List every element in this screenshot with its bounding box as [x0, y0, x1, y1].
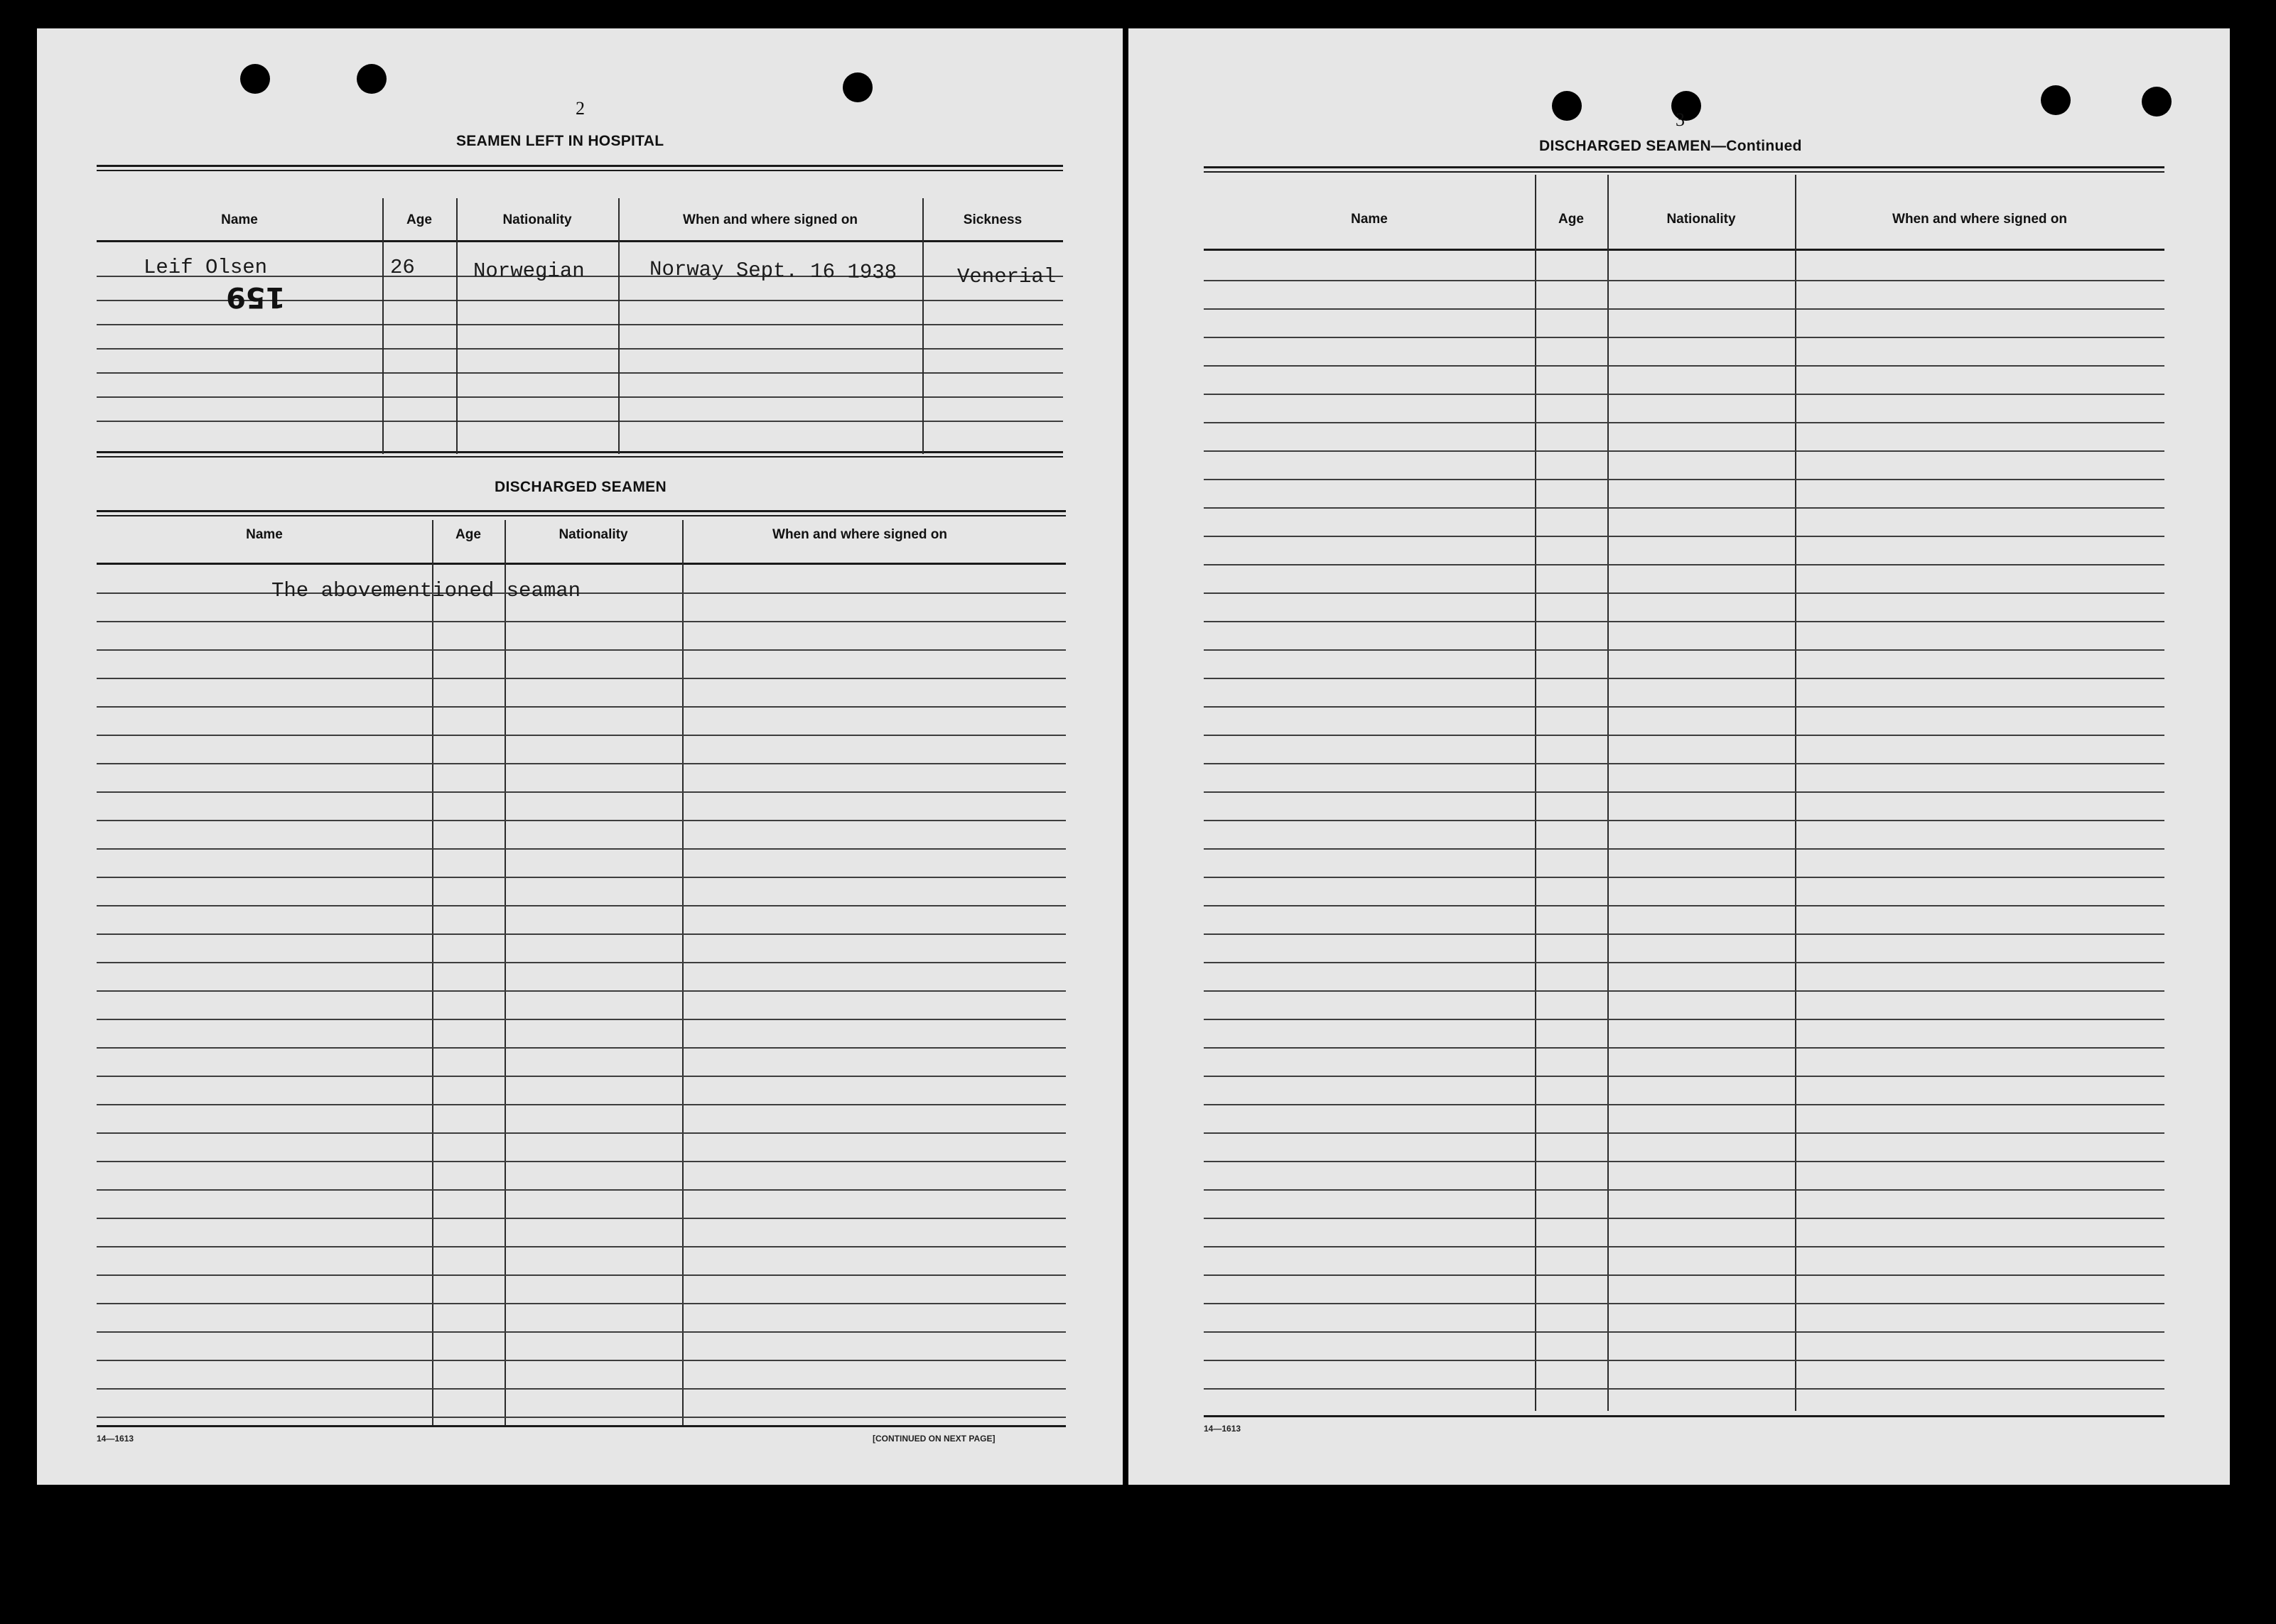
row-rule — [1204, 1388, 2164, 1390]
right-page — [1128, 28, 2230, 1485]
row-rule — [97, 592, 1066, 594]
row-rule — [1204, 905, 2164, 906]
row-rule — [1204, 848, 2164, 850]
row-rule — [1204, 820, 2164, 821]
column-header-signed-on: When and where signed on — [1892, 212, 2067, 227]
row-rule — [97, 1388, 1066, 1390]
page-spine — [1123, 28, 1128, 1485]
row-rule — [97, 990, 1066, 992]
row-rule — [1204, 1132, 2164, 1134]
column-header-nationality: Nationality — [1666, 212, 1736, 227]
discharged-continued-table — [1204, 166, 2164, 1424]
row-rule — [1204, 337, 2164, 338]
row-rule — [97, 1019, 1066, 1020]
row-rule — [1204, 1274, 2164, 1276]
discharged-table — [97, 510, 1066, 1427]
title-suffix: —Continued — [1710, 138, 1802, 154]
column-header-signed-on: When and where signed on — [772, 527, 947, 542]
row-rule — [1204, 422, 2164, 423]
row-rule — [1204, 280, 2164, 281]
form-number: 14—1613 — [1204, 1424, 1241, 1434]
row-rule — [97, 1303, 1066, 1304]
continued-note: [CONTINUED ON NEXT PAGE] — [873, 1434, 996, 1444]
row-rule — [1204, 479, 2164, 480]
punch-hole — [2142, 87, 2172, 117]
hospital-section-title: SEAMEN LEFT IN HOSPITAL — [456, 133, 664, 149]
row-rule — [97, 706, 1066, 708]
row-rule — [97, 1161, 1066, 1162]
row-rule — [97, 905, 1066, 906]
row-rule — [1204, 1047, 2164, 1049]
column-header-name: Name — [221, 212, 258, 227]
row-rule — [97, 649, 1066, 651]
row-rule — [97, 763, 1066, 764]
row-rule — [1204, 678, 2164, 679]
row-rule — [1204, 1104, 2164, 1105]
row-rule — [1204, 1161, 2164, 1162]
row-rule — [97, 848, 1066, 850]
row-rule — [97, 1132, 1066, 1134]
column-header-sickness: Sickness — [963, 212, 1023, 227]
row-rule — [1204, 394, 2164, 395]
discharged-note: The abovementioned seaman — [271, 579, 581, 602]
row-rule — [97, 621, 1066, 622]
row-rule — [1204, 1360, 2164, 1361]
row-rule — [1204, 706, 2164, 708]
row-rule — [1204, 1189, 2164, 1191]
row-rule — [1204, 450, 2164, 452]
row-rule — [1204, 791, 2164, 793]
row-rule — [97, 1047, 1066, 1049]
row-rule — [1204, 1218, 2164, 1219]
row-rule — [97, 1274, 1066, 1276]
column-header-signed-on: When and where signed on — [683, 212, 858, 227]
row-rule — [1204, 763, 2164, 764]
punch-hole — [357, 64, 387, 94]
row-rule — [97, 735, 1066, 736]
punch-hole — [843, 72, 873, 102]
column-header-nationality: Nationality — [502, 212, 572, 227]
row-rule — [97, 1360, 1066, 1361]
row-rule — [97, 820, 1066, 821]
seaman-age: 26 — [390, 256, 415, 279]
row-rule — [1204, 877, 2164, 878]
left-page — [37, 28, 1123, 1485]
seaman-nationality: Norwegian — [473, 259, 585, 283]
row-rule — [1204, 621, 2164, 622]
stamped-number: 159 — [226, 281, 286, 313]
form-number: 14—1613 — [97, 1434, 134, 1444]
row-rule — [97, 962, 1066, 963]
seaman-name: Leif Olsen — [144, 256, 268, 279]
punch-hole — [240, 64, 270, 94]
row-rule — [97, 1218, 1066, 1219]
row-rule — [1204, 365, 2164, 367]
seaman-sickness: Venerial — [957, 265, 1057, 288]
row-rule — [97, 1417, 1066, 1418]
row-rule — [1204, 990, 2164, 992]
row-rule — [1204, 1331, 2164, 1333]
row-rule — [1204, 536, 2164, 537]
row-rule — [97, 1104, 1066, 1105]
row-rule — [97, 678, 1066, 679]
discharged-continued-title — [1539, 138, 1802, 155]
row-rule — [1204, 1303, 2164, 1304]
page-number: 3 — [1676, 109, 1685, 130]
row-rule — [97, 1246, 1066, 1247]
column-header-nationality: Nationality — [559, 527, 628, 542]
row-rule — [1204, 308, 2164, 310]
row-rule — [1204, 564, 2164, 565]
column-header-age: Age — [455, 527, 481, 542]
row-rule — [1204, 649, 2164, 651]
discharged-section-title: DISCHARGED SEAMEN — [495, 479, 667, 495]
row-rule — [1204, 962, 2164, 963]
column-header-name: Name — [246, 527, 283, 542]
row-rule — [97, 877, 1066, 878]
column-header-name: Name — [1351, 212, 1388, 227]
row-rule — [1204, 507, 2164, 509]
row-rule — [97, 791, 1066, 793]
punch-hole — [1552, 91, 1582, 121]
title-text: DISCHARGED SEAMEN — [1539, 138, 1711, 154]
row-rule — [97, 933, 1066, 935]
column-header-age: Age — [1558, 212, 1584, 227]
page-number: 2 — [576, 98, 585, 119]
row-rule — [1204, 933, 2164, 935]
row-rule — [1204, 592, 2164, 594]
row-rule — [97, 1189, 1066, 1191]
row-rule — [1204, 735, 2164, 736]
row-rule — [1204, 1246, 2164, 1247]
row-rule — [97, 1076, 1066, 1077]
row-rule — [1204, 1019, 2164, 1020]
seaman-signed-on: Norway Sept. 16 1938 — [649, 257, 897, 285]
punch-hole — [2041, 85, 2071, 115]
column-header-age: Age — [406, 212, 432, 227]
row-rule — [1204, 1076, 2164, 1077]
row-rule — [97, 1331, 1066, 1333]
